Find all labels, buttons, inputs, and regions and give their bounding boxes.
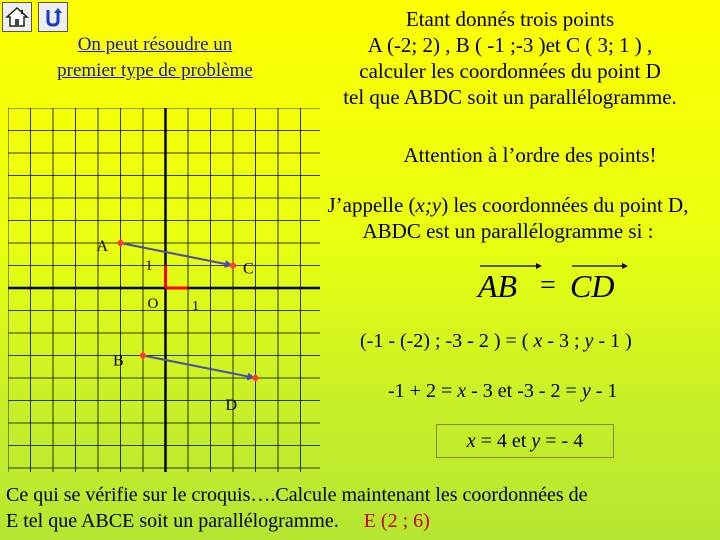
link-line-1[interactable]: On peut résoudre un [77,34,233,55]
exercise-line-2: E tel que ABCE soit un parallélogramme. E (2 ; 6) [6,510,430,532]
condition-line-2: ABDC est un parallélogramme si : [362,219,654,243]
problem-line-2: A (-2; 2) , B ( -1 ;-3 )et C ( 3; 1 ) , [367,33,653,57]
unit-x-label: 1 [192,299,199,314]
step-equations: -1 + 2 = x - 3 et -3 - 2 = y - 1 [388,380,618,402]
step-coordinates: (-1 - (-2) ; -3 - 2 ) = ( x - 3 ; y - 1 ) [360,330,632,352]
point-label-d: D [225,397,238,414]
vector-ab: AB [478,268,518,304]
point-b-mark [139,352,147,360]
return-arrow-icon [41,6,65,28]
point-a-mark [117,239,125,247]
link-first-problem[interactable] [20,32,290,84]
grid-lines [8,108,320,472]
vector-cd: CD [570,268,615,304]
return-button[interactable] [38,2,68,32]
point-label-a: A [96,238,109,255]
unit-y-label: 1 [145,258,153,274]
origin-label: O [147,296,159,312]
exercise-result: E (2 ; 6) [363,510,430,532]
home-icon [5,6,29,28]
vector-equation [476,262,646,306]
point-label-c: C [243,260,254,278]
vector-equals: = [540,270,556,301]
problem-line-3: calculer les coordonnées du point D [359,59,661,83]
axes [8,108,320,472]
condition-line-1: J’appelle (x;y) les coordonnées du point D, [327,193,689,217]
problem-statement [300,6,720,110]
coordinate-grid [8,108,320,472]
answer-box: x = 4 et y = - 4 [436,424,614,458]
point-d-mark [252,374,260,382]
exercise-text [6,482,718,534]
exercise-line-1: Ce qui se vérifie sur le croquis….Calcule maintenant les coordonnées de [6,484,588,506]
problem-line-1: Etant donnés trois points [405,7,615,31]
attention-note: Attention à l’ordre des points! [403,143,657,167]
point-label-b: B [113,352,124,370]
link-line-2[interactable]: premier type de problème [57,60,253,81]
point-c-mark [229,262,237,270]
home-button[interactable] [2,2,32,32]
condition-text [296,192,720,244]
vector-bd [143,356,256,379]
vector-ac [121,243,234,266]
problem-line-4: tel que ABDC soit un parallélogramme. [343,85,677,109]
